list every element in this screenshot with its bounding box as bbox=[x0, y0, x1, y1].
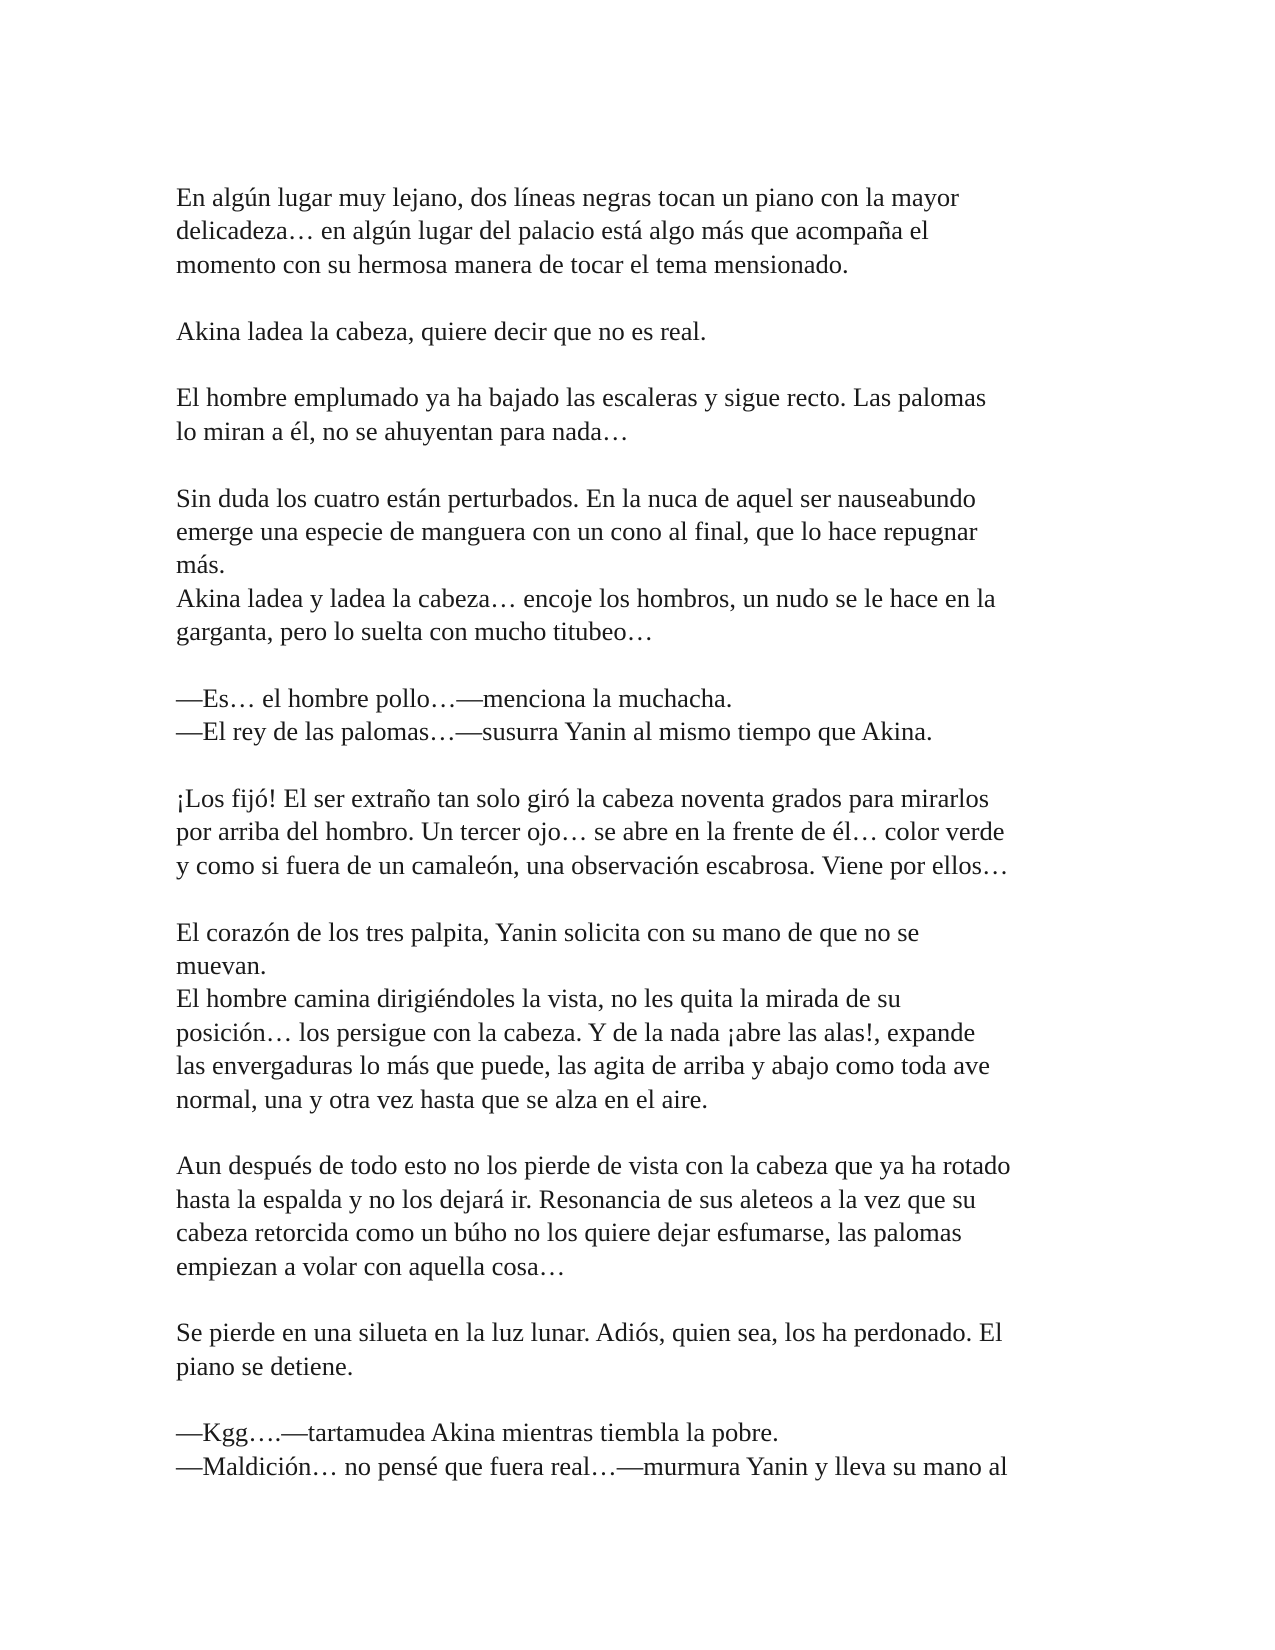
text-line: Akina ladea la cabeza, quiere decir que no es real. bbox=[176, 315, 707, 346]
paragraph-spacer bbox=[176, 1116, 1096, 1149]
text-line: Aun después de todo esto no los pierde de vista con la cabeza que ya ha rotado bbox=[176, 1150, 1011, 1181]
text-line: Se pierde en una silueta en la luz lunar. Adiós, quien sea, los ha perdonado. El bbox=[176, 1317, 1003, 1348]
paragraph bbox=[176, 782, 1096, 882]
paragraph bbox=[176, 381, 1096, 448]
paragraph-spacer bbox=[176, 281, 1096, 314]
text-line: momento con su hermosa manera de tocar el tema mensionado. bbox=[176, 248, 849, 279]
text-line: El corazón de los tres palpita, Yanin solicita con su mano de que no se bbox=[176, 916, 920, 947]
text-line: —El rey de las palomas…—susurra Yanin al mismo tiempo que Akina. bbox=[176, 716, 933, 747]
text-line: —Kgg….—tartamudea Akina mientras tiembla la pobre. bbox=[176, 1417, 779, 1448]
text-line: delicadeza… en algún lugar del palacio está algo más que acompaña el bbox=[176, 215, 929, 246]
paragraph bbox=[176, 1416, 1096, 1483]
text-line: por arriba del hombro. Un tercer ojo… se abre en la frente de él… color verde bbox=[176, 816, 1005, 847]
paragraph-spacer bbox=[176, 648, 1096, 681]
text-line: Sin duda los cuatro están perturbados. En la nuca de aquel ser nauseabundo bbox=[176, 482, 976, 513]
text-line: garganta, pero lo suelta con mucho titubeo… bbox=[176, 616, 654, 647]
text-line: empiezan a volar con aquella cosa… bbox=[176, 1250, 566, 1281]
text-line: lo miran a él, no se ahuyentan para nada… bbox=[176, 415, 629, 446]
text-line: y como si fuera de un camaleón, una observación escabrosa. Viene por ellos… bbox=[176, 849, 1009, 880]
paragraph-spacer bbox=[176, 749, 1096, 782]
text-line: piano se detiene. bbox=[176, 1350, 354, 1381]
text-line: Akina ladea y ladea la cabeza… encoje los hombros, un nudo se le hace en la bbox=[176, 582, 996, 613]
paragraph-spacer bbox=[176, 348, 1096, 381]
paragraph bbox=[176, 682, 1096, 749]
document-body bbox=[176, 181, 1096, 1483]
text-line: cabeza retorcida como un búho no los quiere dejar esfumarse, las palomas bbox=[176, 1217, 962, 1248]
paragraph bbox=[176, 1149, 1096, 1283]
text-line: posición… los persigue con la cabeza. Y de la nada ¡abre las alas!, expande bbox=[176, 1016, 976, 1047]
paragraph bbox=[176, 916, 1096, 1116]
paragraph-spacer bbox=[176, 1383, 1096, 1416]
paragraph bbox=[176, 181, 1096, 281]
text-line: hasta la espalda y no los dejará ir. Resonancia de sus aleteos a la vez que su bbox=[176, 1183, 976, 1214]
paragraph-spacer bbox=[176, 1283, 1096, 1316]
paragraph bbox=[176, 482, 1096, 649]
paragraph-spacer bbox=[176, 448, 1096, 481]
text-line: El hombre emplumado ya ha bajado las escaleras y sigue recto. Las palomas bbox=[176, 382, 987, 413]
text-line: ¡Los fijó! El ser extraño tan solo giró la cabeza noventa grados para mirarlos bbox=[176, 783, 990, 814]
text-line: —Maldición… no pensé que fuera real…—murmura Yanin y lleva su mano al bbox=[176, 1450, 1008, 1481]
text-line: En algún lugar muy lejano, dos líneas negras tocan un piano con la mayor bbox=[176, 182, 960, 212]
text-line: El hombre camina dirigiéndoles la vista, no les quita la mirada de su bbox=[176, 983, 901, 1014]
text-line: muevan. bbox=[176, 949, 267, 980]
text-line: emerge una especie de manguera con un cono al final, que lo hace repugnar bbox=[176, 515, 978, 546]
text-line: más. bbox=[176, 549, 226, 580]
text-line: —Es… el hombre pollo…—menciona la muchacha. bbox=[176, 682, 733, 713]
text-line: las envergaduras lo más que puede, las agita de arriba y abajo como toda ave bbox=[176, 1050, 991, 1081]
text-line: normal, una y otra vez hasta que se alza en el aire. bbox=[176, 1083, 708, 1114]
paragraph bbox=[176, 315, 1096, 348]
paragraph-spacer bbox=[176, 882, 1096, 915]
paragraph bbox=[176, 1316, 1096, 1383]
